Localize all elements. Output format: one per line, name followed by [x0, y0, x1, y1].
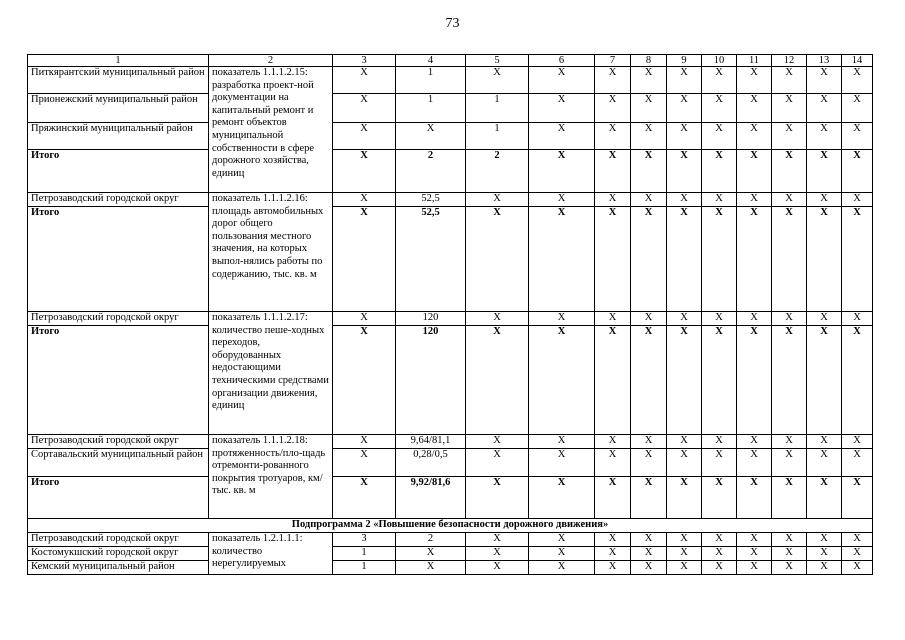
value-cell: X — [702, 449, 737, 477]
value-cell: X — [595, 150, 631, 193]
value-cell: 52,5 — [396, 207, 466, 312]
value-cell: X — [595, 561, 631, 575]
value-cell: X — [333, 312, 396, 326]
value-cell: X — [396, 561, 466, 575]
value-cell: X — [772, 94, 807, 123]
value-cell: X — [529, 547, 595, 561]
value-cell: X — [595, 547, 631, 561]
program-indicators-table — [27, 54, 873, 575]
value-cell: 52,5 — [396, 193, 466, 207]
value-cell: X — [702, 547, 737, 561]
value-cell: X — [529, 150, 595, 193]
column-header: 4 — [396, 55, 466, 67]
value-cell: X — [842, 533, 873, 547]
value-cell: X — [702, 435, 737, 449]
table-row — [28, 449, 873, 477]
value-cell: 120 — [396, 326, 466, 435]
value-cell: X — [595, 193, 631, 207]
value-cell: X — [529, 533, 595, 547]
value-cell: X — [667, 326, 702, 435]
indicator-description: показатель 1.1.1.2.15: разработка проект-ной документации на капитальный ремонт и ремонт объектов муниципальной собственности в сфере дорожного хозяйства, единиц — [209, 67, 333, 193]
value-cell: X — [772, 312, 807, 326]
value-cell: X — [772, 150, 807, 193]
municipality-name: Питкярантский муниципальный район — [28, 67, 209, 94]
value-cell: X — [595, 533, 631, 547]
value-cell: 1 — [396, 94, 466, 123]
value-cell: X — [529, 312, 595, 326]
column-header: 12 — [772, 55, 807, 67]
column-header: 1 — [28, 55, 209, 67]
value-cell: X — [631, 435, 667, 449]
value-cell: X — [737, 326, 772, 435]
value-cell: X — [737, 477, 772, 519]
column-header: 5 — [466, 55, 529, 67]
municipality-name: Сортавальский муниципальный район — [28, 449, 209, 477]
value-cell: X — [667, 67, 702, 94]
table-row — [28, 207, 873, 312]
value-cell: X — [631, 561, 667, 575]
value-cell: X — [737, 561, 772, 575]
value-cell: X — [842, 326, 873, 435]
value-cell: X — [595, 312, 631, 326]
value-cell: X — [702, 561, 737, 575]
table-row — [28, 561, 873, 575]
value-cell: X — [807, 312, 842, 326]
value-cell: X — [595, 94, 631, 123]
value-cell: X — [595, 435, 631, 449]
total-label: Итого — [28, 326, 209, 435]
table-row — [28, 533, 873, 547]
value-cell: 2 — [396, 533, 466, 547]
value-cell: X — [529, 477, 595, 519]
table-row — [28, 547, 873, 561]
value-cell: X — [842, 435, 873, 449]
value-cell: X — [737, 67, 772, 94]
column-header: 11 — [737, 55, 772, 67]
value-cell: X — [772, 207, 807, 312]
value-cell: X — [529, 326, 595, 435]
value-cell: X — [667, 123, 702, 150]
value-cell: X — [737, 533, 772, 547]
value-cell: X — [595, 67, 631, 94]
value-cell: 1 — [333, 561, 396, 575]
value-cell: X — [842, 150, 873, 193]
value-cell: X — [333, 67, 396, 94]
value-cell: X — [667, 533, 702, 547]
value-cell: X — [842, 547, 873, 561]
value-cell: X — [529, 123, 595, 150]
value-cell: X — [737, 207, 772, 312]
value-cell: X — [807, 326, 842, 435]
value-cell: X — [466, 193, 529, 207]
value-cell: X — [702, 477, 737, 519]
value-cell: X — [529, 94, 595, 123]
value-cell: X — [631, 193, 667, 207]
value-cell: X — [807, 533, 842, 547]
total-label: Итого — [28, 150, 209, 193]
value-cell: X — [702, 533, 737, 547]
value-cell: X — [667, 561, 702, 575]
value-cell: X — [772, 67, 807, 94]
value-cell: X — [333, 193, 396, 207]
value-cell: X — [667, 94, 702, 123]
value-cell: X — [333, 477, 396, 519]
value-cell: X — [466, 326, 529, 435]
value-cell: X — [737, 312, 772, 326]
value-cell: X — [807, 477, 842, 519]
value-cell: X — [466, 561, 529, 575]
value-cell: X — [396, 123, 466, 150]
value-cell: X — [529, 561, 595, 575]
municipality-name: Костомукшский городской округ — [28, 547, 209, 561]
value-cell: X — [807, 449, 842, 477]
value-cell: X — [702, 207, 737, 312]
value-cell: X — [842, 94, 873, 123]
value-cell: 120 — [396, 312, 466, 326]
table-row — [28, 435, 873, 449]
value-cell: X — [702, 67, 737, 94]
municipality-name: Пряжинский муниципальный район — [28, 123, 209, 150]
value-cell: X — [631, 123, 667, 150]
value-cell: X — [631, 547, 667, 561]
value-cell: X — [631, 477, 667, 519]
municipality-name: Петрозаводский городской округ — [28, 312, 209, 326]
value-cell: X — [466, 312, 529, 326]
value-cell: X — [333, 94, 396, 123]
indicator-description: показатель 1.1.1.2.17: количество пеше-ходных переходов, оборудованных недостающими техническими средствами организации движения, единиц — [209, 312, 333, 435]
value-cell: X — [529, 207, 595, 312]
value-cell: X — [466, 435, 529, 449]
value-cell: X — [631, 533, 667, 547]
table-row — [28, 312, 873, 326]
value-cell: X — [807, 150, 842, 193]
value-cell: X — [702, 150, 737, 193]
value-cell: X — [667, 312, 702, 326]
value-cell: X — [842, 449, 873, 477]
indicator-description: показатель 1.1.1.2.16: площадь автомобильных дорог общего пользования местного значения, на которых выпол-нялись работы по содержанию, тыс. кв. м — [209, 193, 333, 312]
value-cell: X — [595, 207, 631, 312]
total-label: Итого — [28, 477, 209, 519]
value-cell: X — [807, 547, 842, 561]
value-cell: X — [529, 435, 595, 449]
value-cell: 1 — [396, 67, 466, 94]
value-cell: X — [631, 150, 667, 193]
value-cell: X — [807, 193, 842, 207]
value-cell: 9,92/81,6 — [396, 477, 466, 519]
value-cell: X — [737, 547, 772, 561]
value-cell: 3 — [333, 533, 396, 547]
value-cell: X — [702, 123, 737, 150]
value-cell: 0,28/0,5 — [396, 449, 466, 477]
column-header: 2 — [209, 55, 333, 67]
value-cell: X — [466, 207, 529, 312]
value-cell: X — [667, 193, 702, 207]
header-row — [28, 55, 873, 67]
column-header: 13 — [807, 55, 842, 67]
value-cell: X — [737, 193, 772, 207]
value-cell: X — [631, 449, 667, 477]
value-cell: X — [842, 477, 873, 519]
value-cell: X — [333, 326, 396, 435]
page-number: 73 — [445, 16, 460, 31]
subprogram-title: Подпрограмма 2 «Повышение безопасности дорожного движения» — [28, 519, 873, 533]
value-cell: X — [702, 94, 737, 123]
total-label: Итого — [28, 207, 209, 312]
value-cell: X — [772, 326, 807, 435]
value-cell: X — [772, 533, 807, 547]
value-cell: X — [737, 150, 772, 193]
value-cell: X — [631, 207, 667, 312]
value-cell: X — [702, 326, 737, 435]
value-cell: X — [772, 449, 807, 477]
value-cell: X — [631, 67, 667, 94]
value-cell: X — [466, 449, 529, 477]
column-header: 7 — [595, 55, 631, 67]
value-cell: X — [466, 547, 529, 561]
value-cell: X — [702, 193, 737, 207]
table-row — [28, 150, 873, 193]
table-row — [28, 94, 873, 123]
value-cell: X — [529, 193, 595, 207]
value-cell: 1 — [466, 94, 529, 123]
value-cell: X — [333, 449, 396, 477]
table-row — [28, 477, 873, 519]
column-header: 8 — [631, 55, 667, 67]
value-cell: X — [333, 123, 396, 150]
value-cell: X — [807, 94, 842, 123]
value-cell: 1 — [466, 123, 529, 150]
value-cell: X — [772, 123, 807, 150]
column-header: 14 — [842, 55, 873, 67]
value-cell: X — [737, 435, 772, 449]
column-header: 10 — [702, 55, 737, 67]
municipality-name: Петрозаводский городской округ — [28, 435, 209, 449]
table-row — [28, 123, 873, 150]
indicator-description: показатель 1.2.1.1.1: количество нерегулируемых — [209, 533, 333, 575]
value-cell: X — [396, 547, 466, 561]
value-cell: X — [772, 477, 807, 519]
value-cell: X — [772, 561, 807, 575]
value-cell: X — [333, 150, 396, 193]
value-cell: X — [807, 561, 842, 575]
value-cell: X — [807, 207, 842, 312]
value-cell: 1 — [333, 547, 396, 561]
value-cell: X — [631, 326, 667, 435]
table-row — [28, 193, 873, 207]
column-header: 6 — [529, 55, 595, 67]
municipality-name: Кемский муниципальный район — [28, 561, 209, 575]
value-cell: X — [737, 123, 772, 150]
table-row — [28, 326, 873, 435]
value-cell: X — [702, 312, 737, 326]
value-cell: X — [333, 435, 396, 449]
value-cell: X — [842, 193, 873, 207]
value-cell: X — [842, 561, 873, 575]
column-header: 3 — [333, 55, 396, 67]
value-cell: X — [807, 67, 842, 94]
value-cell: X — [807, 435, 842, 449]
value-cell: X — [595, 326, 631, 435]
value-cell: X — [842, 123, 873, 150]
value-cell: X — [667, 477, 702, 519]
value-cell: X — [737, 94, 772, 123]
value-cell: X — [807, 123, 842, 150]
table-row — [28, 67, 873, 94]
subprogram-row — [28, 519, 873, 533]
value-cell: X — [842, 67, 873, 94]
municipality-name: Прионежский муниципальный район — [28, 94, 209, 123]
value-cell: 2 — [396, 150, 466, 193]
value-cell: X — [466, 477, 529, 519]
municipality-name: Петрозаводский городской округ — [28, 193, 209, 207]
value-cell: X — [667, 150, 702, 193]
value-cell: X — [772, 435, 807, 449]
value-cell: X — [631, 312, 667, 326]
value-cell: X — [667, 207, 702, 312]
value-cell: X — [595, 449, 631, 477]
value-cell: X — [529, 67, 595, 94]
value-cell: X — [772, 547, 807, 561]
value-cell: X — [667, 547, 702, 561]
value-cell: X — [333, 207, 396, 312]
indicator-description: показатель 1.1.1.2.18: протяженность/пло-щадь отремонти-рованного покрытия тротуаров, км/тыс. кв. м — [209, 435, 333, 519]
value-cell: X — [631, 94, 667, 123]
column-header: 9 — [667, 55, 702, 67]
value-cell: X — [842, 312, 873, 326]
value-cell: 9,64/81,1 — [396, 435, 466, 449]
value-cell: 2 — [466, 150, 529, 193]
value-cell: X — [737, 449, 772, 477]
value-cell: X — [842, 207, 873, 312]
municipality-name: Петрозаводский городской округ — [28, 533, 209, 547]
value-cell: X — [667, 449, 702, 477]
value-cell: X — [595, 123, 631, 150]
value-cell: X — [466, 533, 529, 547]
value-cell: X — [667, 435, 702, 449]
value-cell: X — [772, 193, 807, 207]
value-cell: X — [595, 477, 631, 519]
value-cell: X — [529, 449, 595, 477]
value-cell: X — [466, 67, 529, 94]
